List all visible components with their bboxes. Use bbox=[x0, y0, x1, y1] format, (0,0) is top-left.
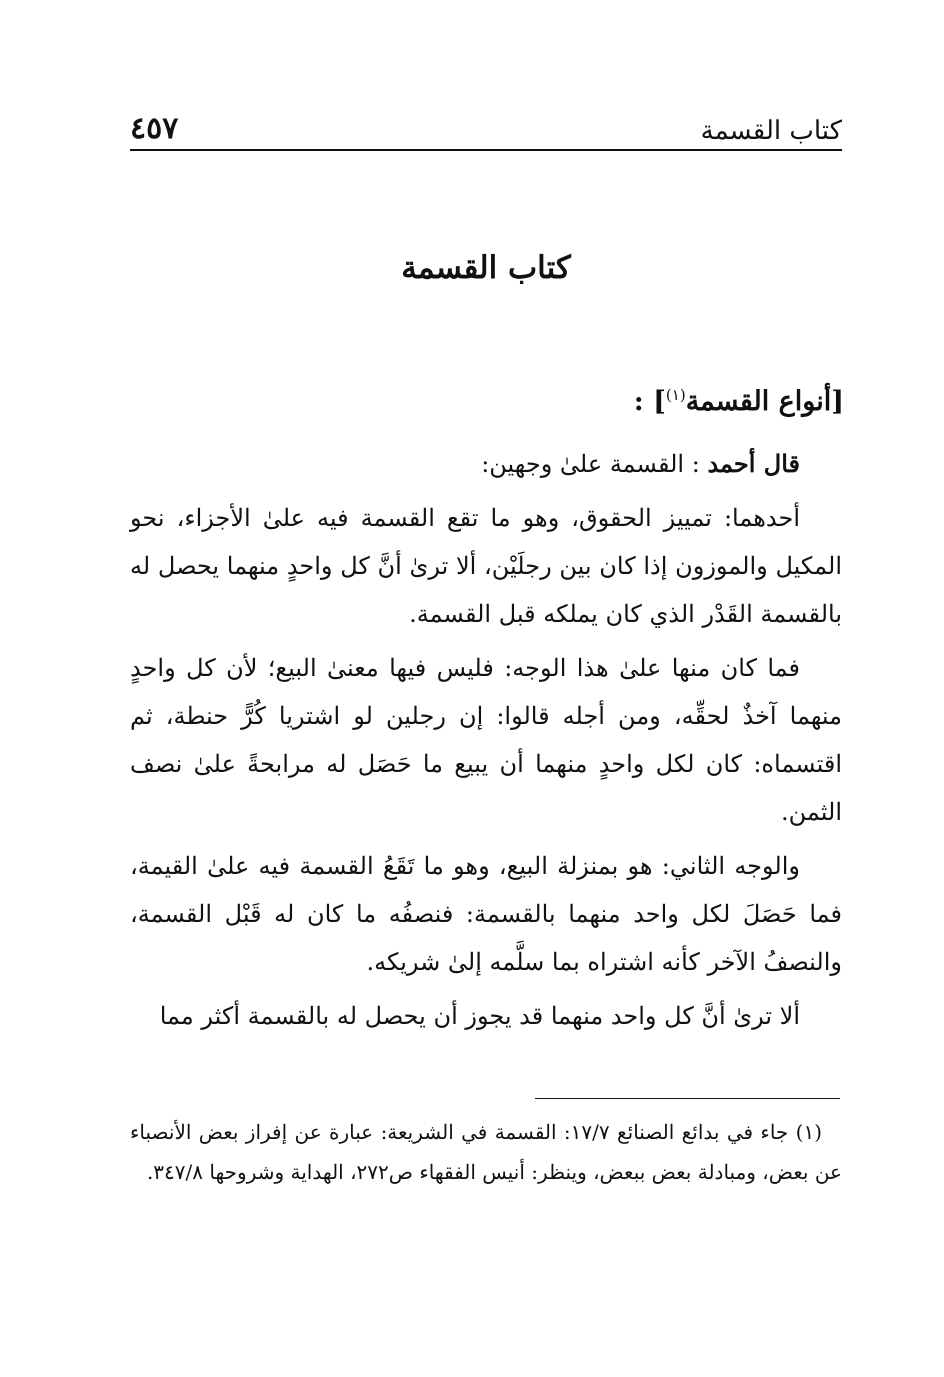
section-heading-close: ] : bbox=[633, 386, 666, 417]
section-heading bbox=[132, 386, 844, 417]
section-heading-text: [أنواع القسمة bbox=[685, 386, 844, 417]
paragraph-2: أحدهما: تمييز الحقوق، وهو ما تقع القسمة فيه علىٰ الأجزاء، نحو المكيل والموزون إذا كان بين رجلَيْن، ألا ترىٰ أنَّ كل واحدٍ منهما يحصل له بالقسمة القَدْر الذي كان يملكه قبل القسمة. bbox=[130, 504, 842, 628]
footnote-reference: (١) bbox=[665, 386, 686, 404]
footnotes bbox=[130, 1112, 842, 1192]
paragraph-5: ألا ترىٰ أنَّ كل واحد منهما قد يجوز أن يحصل له بالقسمة أكثر مما bbox=[159, 1002, 800, 1030]
paragraph-1-text: : القسمة علىٰ وجهين: bbox=[481, 450, 708, 478]
paragraph-1 bbox=[130, 440, 842, 488]
chapter-title: كتاب القسمة bbox=[401, 250, 571, 286]
header-rule bbox=[130, 149, 842, 151]
footnote-rule bbox=[535, 1098, 840, 1099]
speaker-label: قال أحمد bbox=[707, 449, 800, 478]
body-text bbox=[130, 440, 842, 1046]
footnote-1: (١) جاء في بدائع الصنائع ١٧/٧: القسمة في الشريعة: عبارة عن إفراز بعض الأنصباء عن بعض، ومبادلة بعض ببعض، وينظر: أنيس الفقهاء ص٢٧٢، الهداية وشروحها ٣٤٧/٨. bbox=[130, 1120, 842, 1184]
running-title: كتاب القسمة bbox=[700, 116, 842, 146]
paragraph-4: والوجه الثاني: هو بمنزلة البيع، وهو ما تَقَعُ القسمة فيه علىٰ القيمة، فما حَصَلَ لكل واحد منهما بالقسمة: فنصفُه ما كان له قَبْل القسمة، والنصفُ الآخر كأنه اشتراه بما سلَّمه إلىٰ شريكه. bbox=[130, 852, 842, 976]
page-header bbox=[130, 100, 842, 146]
page-number: ٤٥٧ bbox=[130, 111, 179, 146]
paragraph-3: فما كان منها علىٰ هذا الوجه: فليس فيها معنىٰ البيع؛ لأن كل واحدٍ منهما آخذٌ لحقِّه، ومن أجله قالوا: إن رجلين لو اشتريا كُرًّ حنطة، ثم اقتسماه: كان لكل واحدٍ منهما أن يبيع ما حَصَل له مرابحةً علىٰ نصف الثمن. bbox=[130, 654, 842, 826]
